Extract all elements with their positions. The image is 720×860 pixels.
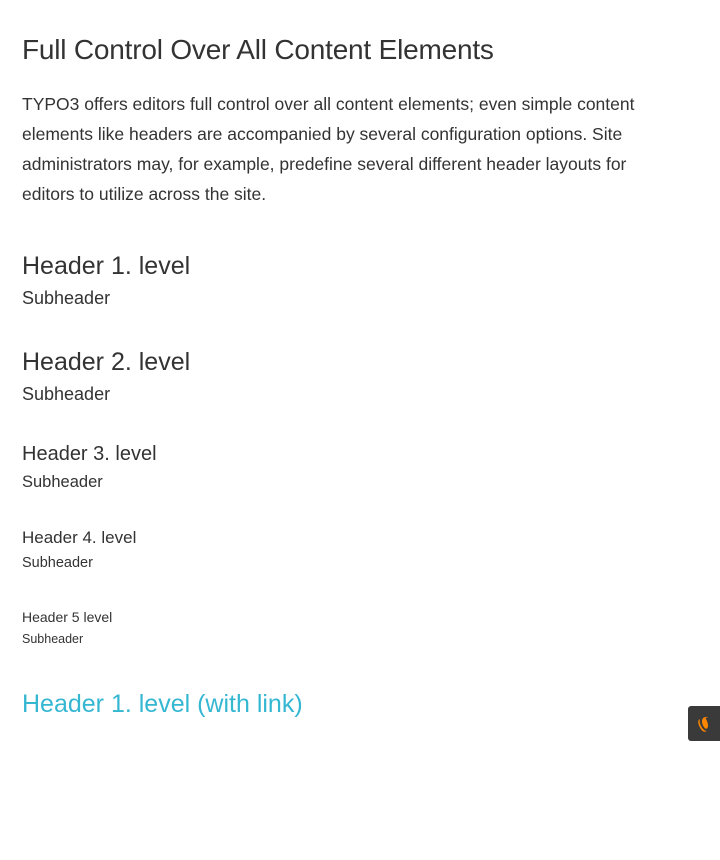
subheader-level-5: Subheader	[22, 631, 84, 646]
typo3-logo-icon	[696, 715, 712, 733]
article-content	[22, 0, 698, 719]
header-level-2: Header 2. level	[22, 347, 191, 376]
header-level-1: Header 1. level	[22, 252, 191, 281]
intro-paragraph: TYPO3 offers editors full control over all content elements; even simple content elements like headers are accompanied by several configuration options. Site administrators may, for example, predefine several different header layouts for editors to utilize across the site.	[22, 94, 635, 205]
heading-block-level-4	[22, 528, 698, 573]
heading-block-level-5	[22, 609, 698, 647]
subheader-level-2: Subheader	[22, 383, 111, 404]
subheader-level-1: Subheader	[22, 288, 111, 309]
subheader-level-3: Subheader	[22, 473, 103, 492]
header-with-link[interactable]: Header 1. level (with link)	[22, 689, 303, 718]
header-level-4: Header 4. level	[22, 527, 137, 547]
heading-block-level-3	[22, 442, 698, 493]
typo3-badge[interactable]	[688, 706, 720, 741]
page-title: Full Control Over All Content Elements	[22, 34, 494, 65]
header-level-5: Header 5 level	[22, 608, 113, 625]
heading-block-level-2	[22, 347, 698, 406]
header-level-3: Header 3. level	[22, 443, 157, 466]
subheader-level-4: Subheader	[22, 554, 93, 571]
heading-block-level-1	[22, 251, 698, 310]
